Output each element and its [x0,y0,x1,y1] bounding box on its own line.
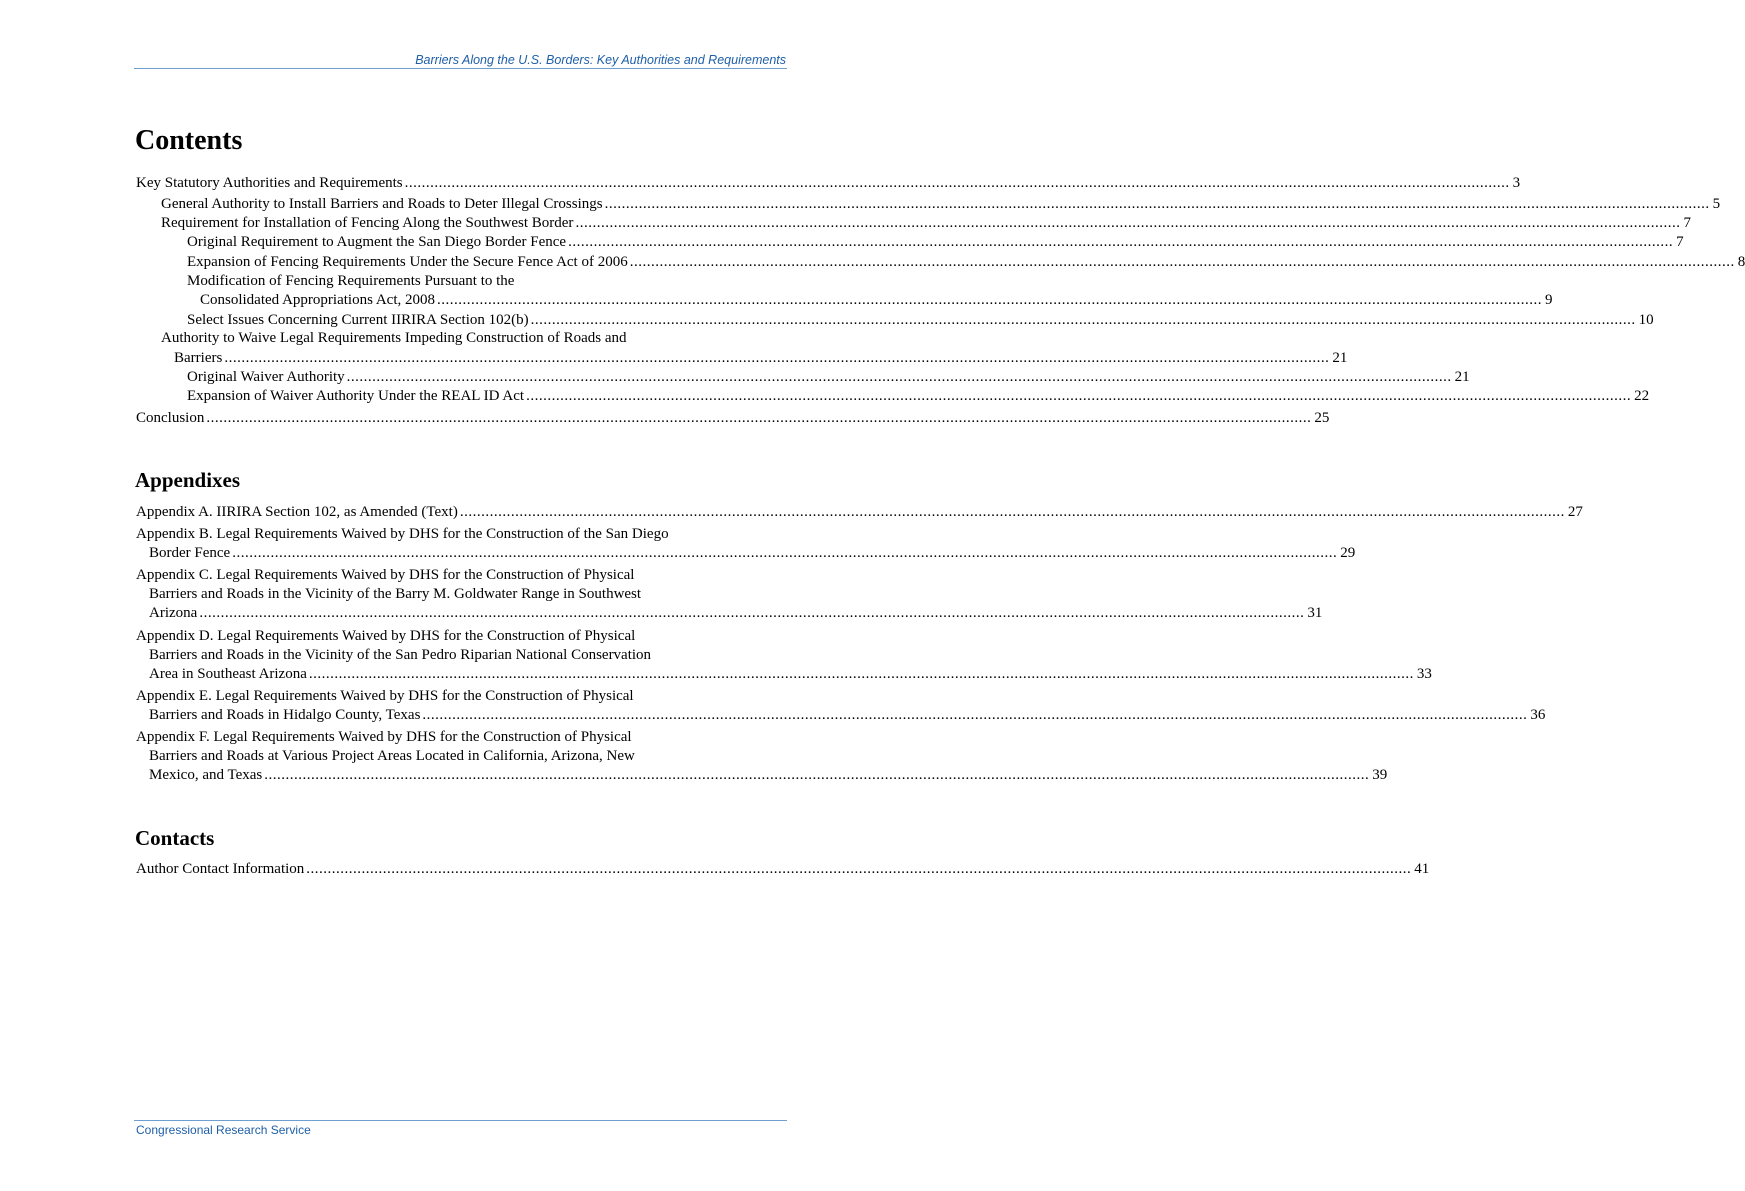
dot-leader: .................................................................................................................................................................................................................................................................... [568,234,1674,250]
contents-heading: Contents [135,125,243,156]
toc-entry-line[interactable] [0,627,784,646]
toc-entry-line[interactable] [0,860,1430,879]
toc-entry-title: Barriers [174,350,223,366]
toc-page-number: 33 [1416,666,1432,682]
toc-entry-title: Appendix D. Legal Requirements Waived by DHS for the Construction of Physical [136,628,636,644]
toc-leader [306,860,1430,879]
toc-entry-title: Appendix F. Legal Requirements Waived by DHS for the Construction of Physical [136,729,632,745]
toc-leader [604,195,1721,214]
toc-entry-line[interactable] [0,646,784,665]
toc-entry-title: Modification of Fencing Requirements Pursuant to the [187,273,515,289]
dot-leader: .................................................................................................................................................................................................................................................................... [224,350,1330,366]
dot-leader: .................................................................................................................................................................................................................................................................... [530,312,1636,328]
dot-leader: .................................................................................................................................................................................................................................................................... [436,292,1542,308]
toc-entry-line[interactable] [0,349,1348,368]
toc-entry-line[interactable] [0,566,784,585]
toc-entry-line[interactable] [0,687,784,706]
toc-leader [346,368,1470,387]
toc-page-number: 41 [1414,861,1430,877]
toc-page-number: 10 [1638,312,1654,328]
toc-leader [206,409,1330,428]
dot-leader: .................................................................................................................................................................................................................................................................... [404,175,1510,191]
toc-entry-line[interactable] [0,525,784,544]
toc-entry-title: Barriers and Roads at Various Project Areas Located in California, Arizona, New [149,748,635,764]
toc-entry-title: Select Issues Concerning Current IIRIRA Section 102(b) [187,312,529,328]
toc-entry-title: Original Requirement to Augment the San Diego Border Fence [187,234,567,250]
toc-page-number: 7 [1683,215,1691,231]
header-rule [134,68,787,69]
toc-entry-title: Barriers and Roads in the Vicinity of the Barry M. Goldwater Range in Southwest [149,586,642,602]
toc-leader [526,387,1650,406]
toc-leader [530,311,1654,330]
dot-leader: .................................................................................................................................................................................................................................................................... [459,504,1565,520]
dot-leader: .................................................................................................................................................................................................................................................................... [629,254,1735,270]
toc-entry-line[interactable] [0,272,784,291]
toc-entry-line[interactable] [0,233,1684,252]
toc-entry-title: Area in Southeast Arizona [149,666,307,682]
toc-entry-line[interactable] [0,368,1470,387]
toc-leader [459,503,1583,522]
toc-entry-title: Appendix C. Legal Requirements Waived by DHS for the Construction of Physical [136,567,635,583]
toc-entry-title: Border Fence [149,545,231,561]
running-header: Barriers Along the U.S. Borders: Key Authorities and Requirements [415,53,786,67]
toc-leader [629,253,1745,272]
dot-leader: .................................................................................................................................................................................................................................................................... [346,369,1452,385]
toc-entry-line[interactable] [0,387,1650,406]
toc-entry-title: Authority to Waive Legal Requirements Impeding Construction of Roads and [161,330,627,346]
toc-entry-line[interactable] [0,174,1521,193]
toc-leader [232,544,1356,563]
toc-leader [422,706,1546,725]
dot-leader: .................................................................................................................................................................................................................................................................... [206,410,1312,426]
toc-entry-line[interactable] [0,195,1721,214]
toc-entry-title: Barriers and Roads in Hidalgo County, Texas [149,707,421,723]
dot-leader: .................................................................................................................................................................................................................................................................... [604,196,1710,212]
dot-leader: .................................................................................................................................................................................................................................................................... [264,767,1370,783]
toc-entry-line[interactable] [0,544,1356,563]
toc-entry-title: Expansion of Waiver Authority Under the REAL ID Act [187,388,525,404]
toc-entry-line[interactable] [0,503,1583,522]
toc-entry-title: Requirement for Installation of Fencing Along the Southwest Border [161,215,574,231]
toc-leader [199,604,1323,623]
toc-leader [575,214,1691,233]
toc-entry-title: Mexico, and Texas [149,767,263,783]
toc-entry-title: Conclusion [136,410,205,426]
toc-page-number: 31 [1307,605,1323,621]
dot-leader: .................................................................................................................................................................................................................................................................... [232,545,1338,561]
footer-rule [134,1120,787,1121]
toc-entry-title: Appendix B. Legal Requirements Waived by DHS for the Construction of the San Diego [136,526,669,542]
toc-entry-title: Barriers and Roads in the Vicinity of the San Pedro Riparian National Conservation [149,647,652,663]
contacts-heading: Contacts [135,826,215,850]
toc-entry-title: Appendix E. Legal Requirements Waived by DHS for the Construction of Physical [136,688,634,704]
toc-entry-line[interactable] [0,604,1323,623]
toc-entry-title: Author Contact Information [136,861,305,877]
dot-leader: .................................................................................................................................................................................................................................................................... [575,215,1681,231]
toc-page-number: 27 [1567,504,1583,520]
toc-entry-line[interactable] [0,329,784,348]
dot-leader: .................................................................................................................................................................................................................................................................... [308,666,1414,682]
toc-leader [404,174,1521,193]
dot-leader: .................................................................................................................................................................................................................................................................... [199,605,1305,621]
toc-leader [224,349,1348,368]
toc-leader [568,233,1684,252]
toc-entry-title: Appendix A. IIRIRA Section 102, as Amended (Text) [136,504,458,520]
toc-page-number: 39 [1372,767,1388,783]
toc-entry-title: Arizona [149,605,198,621]
toc-entry-line[interactable] [0,409,1330,428]
toc-entry-line[interactable] [0,706,1546,725]
toc-page-number: 9 [1544,292,1553,308]
toc-entry-line[interactable] [0,253,1745,272]
toc-page-number: 7 [1676,234,1684,250]
toc-entry-line[interactable] [0,214,1691,233]
toc-entry-line[interactable] [0,311,1654,330]
toc-entry-title: Key Statutory Authorities and Requirements [136,175,403,191]
toc-page-number: 36 [1530,707,1546,723]
toc-entry-line[interactable] [0,665,1432,684]
toc-entry-title: General Authority to Install Barriers and Roads to Deter Illegal Crossings [161,196,603,212]
toc-entry-line[interactable] [0,766,1388,785]
toc-entry-title: Original Waiver Authority [187,369,345,385]
toc-page-number: 5 [1712,196,1721,212]
dot-leader: .................................................................................................................................................................................................................................................................... [526,388,1632,404]
footer-text: Congressional Research Service [136,1123,311,1137]
toc-entry-title: Consolidated Appropriations Act, 2008 [200,292,435,308]
toc-entry-line[interactable] [0,585,784,604]
toc-entry-line[interactable] [0,747,784,766]
toc-entry-line[interactable] [0,291,1553,310]
toc-leader [436,291,1553,310]
toc-page-number: 22 [1634,388,1650,404]
toc-page-number: 8 [1737,254,1745,270]
dot-leader: .................................................................................................................................................................................................................................................................... [306,861,1412,877]
toc-entry-title: Expansion of Fencing Requirements Under the Secure Fence Act of 2006 [187,254,628,270]
dot-leader: .................................................................................................................................................................................................................................................................... [422,707,1528,723]
toc-leader [308,665,1432,684]
toc-page-number: 21 [1454,369,1470,385]
toc-page-number: 3 [1512,175,1521,191]
toc-page-number: 25 [1314,410,1330,426]
appendixes-heading: Appendixes [135,468,241,492]
toc-page-number: 21 [1332,350,1348,366]
toc-leader [264,766,1388,785]
toc-entry-line[interactable] [0,728,784,747]
toc-page-number: 29 [1340,545,1356,561]
